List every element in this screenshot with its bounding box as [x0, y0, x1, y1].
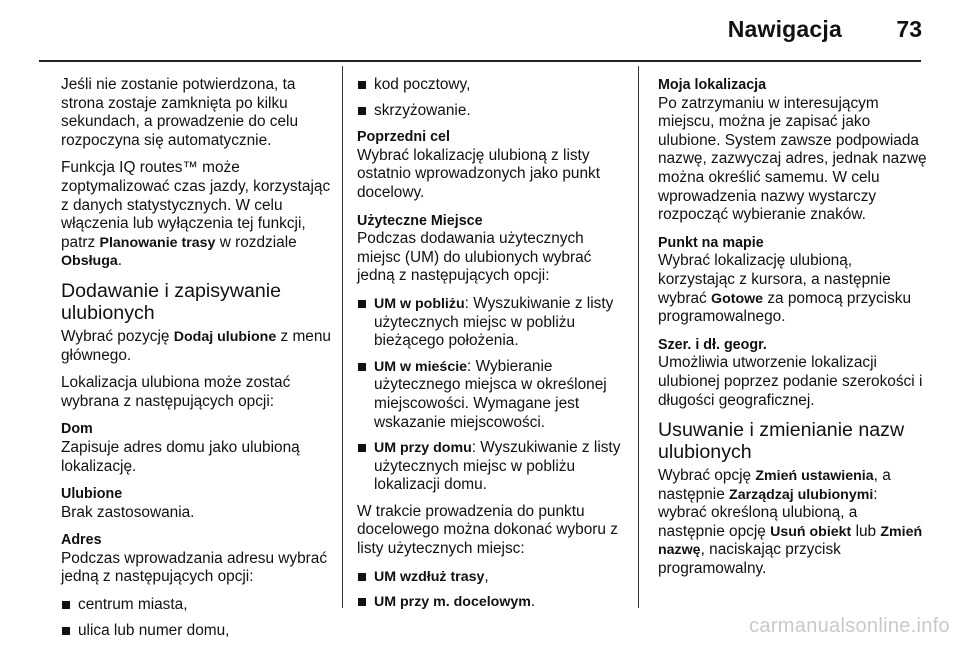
paragraph-iq-routes: [61, 159, 331, 271]
subheading-dom: Dom: [61, 421, 93, 438]
column-divider-2: [638, 66, 639, 608]
entry-punkt-na-mapie: [658, 234, 928, 327]
keyword-zmien-ustawienia: Zmień ustawienia: [755, 468, 874, 485]
list-item: [357, 102, 627, 121]
entry-text: za pomocą przycisku programowalnego.: [658, 289, 912, 326]
keyword-obsluga: Obsługa: [61, 253, 118, 270]
subheading-punkt-na-mapie: Punkt na mapie: [658, 234, 764, 251]
subheading-poprzedni-cel: Poprzedni cel: [357, 129, 450, 146]
text: Wybrać pozycję: [61, 327, 174, 345]
column-1: [61, 76, 331, 648]
entry-text: Po zatrzymaniu w interesującym miejscu, można je zapisać jako ulubione. System zawsze podpowiada nazwę, zazwyczaj adres, jednak nazwę można określić samemu. W celu wprowadzenia nazwy wystarczy rozpocząć wybieranie znaków.: [658, 94, 927, 224]
entry-dom: [61, 420, 331, 476]
list-item-text: kod pocztowy,: [374, 76, 471, 93]
paragraph-options-intro: Lokalizacja ulubiona może zostać wybrana z następujących opcji:: [61, 374, 291, 410]
watermark: carmanualsonline.info: [749, 615, 950, 637]
list-item-text: centrum miasta,: [78, 596, 188, 614]
keyword-zmien-nazwe: Zmień nazwę: [658, 523, 923, 559]
list-item-text: : Wyszukiwanie z listy użytecznych miejsc w pobliżu bieżącego położenia.: [374, 294, 614, 350]
list-item-text: skrzyżowanie.: [374, 101, 471, 119]
section-title: Nawigacja: [727, 16, 842, 42]
text: , naciskając przycisk programowalny.: [658, 541, 841, 578]
list-item: [357, 439, 627, 495]
text: .: [117, 252, 123, 270]
subheading-adres: Adres: [61, 532, 102, 549]
text: z menu głównego.: [61, 327, 331, 364]
bullet-icon: [358, 363, 366, 371]
paragraph-during-guidance: W trakcie prowadzenia do punktu docelowego można dokonać wyboru z listy użytecznych miejsc:: [357, 502, 618, 558]
keyword-gotowe: Gotowe: [711, 290, 764, 307]
entry-text: Podczas wprowadzania adresu wybrać jedną z następujących opcji:: [61, 549, 328, 586]
entry-poprzedni-cel: [357, 128, 627, 202]
column-3: [658, 76, 928, 588]
bullet-icon: [358, 598, 366, 606]
keyword-zarzadzaj-ulubionymi: Zarządzaj ulubionymi: [729, 486, 874, 503]
entry-text: Podczas dodawania użytecznych miejsc (UM) do ulubionych wybrać jedną z następujących opcji:: [357, 230, 592, 285]
list-item-text: .: [530, 593, 536, 611]
text: Wybrać opcję: [658, 467, 756, 485]
bullet-icon: [62, 627, 70, 635]
entry-text: Umożliwia utworzenie lokalizacji ulubionej poprzez podanie szerokości i długości geograficznej.: [658, 354, 923, 409]
heading-delete-rename-favourites: Usuwanie i zmienianie nazw ulubionych: [658, 419, 905, 464]
paragraph-confirmation: Jeśli nie zostanie potwierdzona, ta strona zostaje zamknięta po kilku sekundach, a prowadzenie do celu rozpoczyna się automatycznie.: [61, 76, 299, 149]
keyword-dodaj-ulubione: Dodaj ulubione: [173, 328, 277, 345]
subheading-moja-lokalizacja: Moja lokalizacja: [658, 77, 767, 93]
text: Funkcja IQ routes™ może zoptymalizować czas jazdy, korzystając z danych statystycznych. W celu włączenia lub wyłączenia tej funkcji, patrz: [61, 159, 331, 251]
route-poi-list: [357, 568, 627, 612]
paragraph-delete-rename: [658, 467, 928, 579]
address-options-list: [61, 596, 331, 640]
heading-add-favourites: Dodawanie i zapisywanie ulubionych: [61, 279, 282, 324]
entry-text: Brak zastosowania.: [61, 503, 195, 521]
list-item: [357, 76, 627, 95]
paragraph-select-add: [61, 328, 331, 365]
list-item: [61, 622, 331, 641]
page-header: [0, 0, 960, 58]
page-number: 73: [896, 16, 922, 42]
column-2: [357, 76, 627, 620]
text: lub: [851, 522, 881, 540]
bullet-icon: [358, 81, 366, 89]
bullet-icon: [358, 573, 366, 581]
list-item: [357, 568, 627, 587]
poi-options-list: [357, 295, 627, 495]
entry-moja-lokalizacja: [658, 76, 928, 225]
keyword-planowanie-trasy: Planowanie trasy: [99, 234, 216, 251]
entry-text: Wybrać lokalizację ulubioną, korzystając z kursora, a następnie wybrać: [658, 252, 891, 307]
entry-uzyteczne-miejsce: [357, 212, 627, 286]
keyword-um-przy-docelowym: UM przy m. docelowym: [374, 594, 531, 611]
list-item-text: ,: [484, 567, 489, 585]
list-item-text: : Wybieranie użytecznego miejsca w określonej miejscowości. Wymagane jest wskazanie miejscowości.: [374, 357, 607, 431]
header-divider: [39, 60, 921, 62]
list-item-text: : Wyszukiwanie z listy użytecznych miejsc w pobliżu lokalizacji domu.: [374, 439, 621, 494]
entry-text: Wybrać lokalizację ulubioną z listy ostatnio wprowadzonych jako punkt docelowy.: [357, 146, 600, 201]
list-item: [357, 593, 627, 612]
address-options-list-cont: [357, 76, 627, 120]
entry-text: Zapisuje adres domu jako ulubioną lokalizację.: [61, 438, 300, 475]
subheading-szer-dl-geogr: Szer. i dł. geogr.: [658, 336, 767, 353]
list-item: [357, 358, 627, 432]
subheading-ulubione: Ulubione: [61, 486, 123, 503]
list-item: [357, 295, 627, 351]
bullet-icon: [62, 601, 70, 609]
list-item-text: ulica lub numer domu,: [78, 621, 230, 639]
column-divider-1: [342, 66, 343, 608]
bullet-icon: [358, 107, 366, 115]
entry-szer-dl-geogr: [658, 336, 928, 410]
bullet-icon: [358, 444, 366, 452]
entry-ulubione: [61, 485, 331, 522]
subheading-uzyteczne-miejsce: Użyteczne Miejsce: [357, 212, 483, 229]
text: : wybrać określoną ulubioną, a następnie opcję: [658, 485, 878, 540]
entry-adres: [61, 531, 331, 587]
keyword-usun-obiekt: Usuń obiekt: [770, 523, 852, 540]
text: w rozdziale: [215, 233, 297, 251]
keyword-um-w-miescie: UM w mieście: [374, 358, 468, 375]
bullet-icon: [358, 300, 366, 308]
text: , a następnie: [658, 467, 891, 503]
keyword-um-przy-domu: UM przy domu: [374, 440, 472, 457]
list-item: [61, 596, 331, 615]
keyword-um-w-poblizu: UM w pobliżu: [374, 295, 465, 312]
keyword-um-wzdluz-trasy: UM wzdłuż trasy: [374, 568, 485, 585]
